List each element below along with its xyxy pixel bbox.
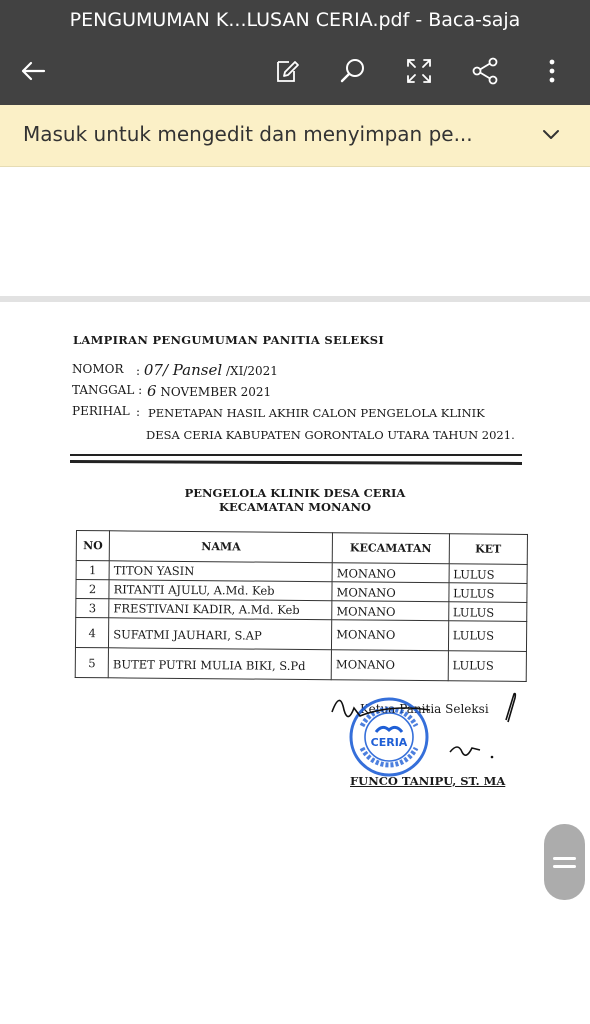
document-title: PENGUMUMAN K...LUSAN CERIA.pdf - Baca-saja <box>69 9 521 31</box>
table-row <box>75 647 526 681</box>
nomor-handwritten: 07/ Pansel <box>143 361 223 379</box>
grip-line <box>553 857 576 860</box>
app-toolbar <box>0 0 590 105</box>
cell-kecamatan: MONANO <box>331 650 448 681</box>
cell-nama: RITANTI AJULU, A.Md. Keb <box>109 580 332 601</box>
perihal-line-2: DESA CERIA KABUPATEN GORONTALO UTARA TAHUN 2021. <box>146 428 515 442</box>
cell-no: 4 <box>75 618 108 648</box>
col-header-ket: KET <box>449 534 528 565</box>
col-header-kecamatan: KECAMATAN <box>332 533 449 564</box>
cell-nama: BUTET PUTRI MULIA BIKI, S.Pd <box>108 648 331 680</box>
cell-no: 1 <box>76 561 109 580</box>
results-table <box>75 530 528 682</box>
signatory-title: Ketua Panitia Seleksi <box>360 702 489 716</box>
cell-ket: LULUS <box>449 583 528 603</box>
cell-nama: FRESTIVANI KADIR, A.Md. Keb <box>109 599 332 620</box>
tanggal-value <box>147 382 271 400</box>
more-vert-icon[interactable] <box>535 54 569 88</box>
chevron-down-icon[interactable] <box>538 121 564 147</box>
tanggal-printed: NOVEMBER 2021 <box>160 385 272 399</box>
scroll-handle[interactable] <box>544 824 585 900</box>
cell-nama: SUFATMI JAUHARI, S.AP <box>109 618 332 650</box>
sign-in-banner[interactable] <box>0 105 590 167</box>
divider-thin <box>70 454 522 456</box>
perihal-colon: : <box>136 405 141 419</box>
table-row <box>75 618 526 652</box>
stamp-text: CERIA <box>370 736 408 749</box>
lampiran-heading: LAMPIRAN PENGUMUMAN PANITIA SELEKSI <box>73 333 385 347</box>
cell-kecamatan: MONANO <box>332 601 449 621</box>
divider-thick <box>70 460 522 465</box>
nomor-value: : 07/ Pansel /XI/2021 <box>136 361 278 379</box>
cell-ket: LULUS <box>448 651 527 682</box>
tanggal-handwritten: 6 <box>147 382 157 400</box>
table-heading-2: KECAMATAN MONANO <box>219 500 371 514</box>
tanggal-label: TANGGAL : <box>72 383 143 397</box>
col-header-no: NO <box>76 531 109 561</box>
cell-no: 5 <box>75 647 108 677</box>
nomor-label: NOMOR <box>72 362 124 376</box>
handwritten-signature <box>330 690 520 770</box>
edit-icon[interactable] <box>270 54 304 88</box>
cell-nama: TITON YASIN <box>109 561 332 582</box>
table-heading-1: PENGELOLA KLINIK DESA CERIA <box>184 486 406 500</box>
signer-name: FUNCO TANIPU, ST. MA <box>350 774 506 788</box>
cell-no: 2 <box>76 580 109 599</box>
grip-line <box>553 865 576 868</box>
search-icon[interactable] <box>336 54 370 88</box>
cell-ket: LULUS <box>449 564 528 584</box>
cell-no: 3 <box>76 599 109 618</box>
nomor-printed: /XI/2021 <box>226 364 278 378</box>
banner-text: Masuk untuk mengedit dan menyimpan pe... <box>23 122 473 146</box>
table-header-row <box>76 531 527 565</box>
share-icon[interactable] <box>468 54 502 88</box>
cell-kecamatan: MONANO <box>332 582 449 602</box>
perihal-line-1: PENETAPAN HASIL AKHIR CALON PENGELOLA KLINIK <box>148 406 485 420</box>
cell-kecamatan: MONANO <box>332 563 449 583</box>
pdf-page <box>0 302 590 1024</box>
cell-ket: LULUS <box>448 621 527 652</box>
fullscreen-icon[interactable] <box>402 54 436 88</box>
cell-ket: LULUS <box>448 602 527 622</box>
back-arrow-icon[interactable] <box>16 54 50 88</box>
previous-page-area <box>0 167 590 297</box>
perihal-label: PERIHAL <box>72 404 130 418</box>
cell-kecamatan: MONANO <box>332 620 449 651</box>
col-header-nama: NAMA <box>109 531 332 563</box>
